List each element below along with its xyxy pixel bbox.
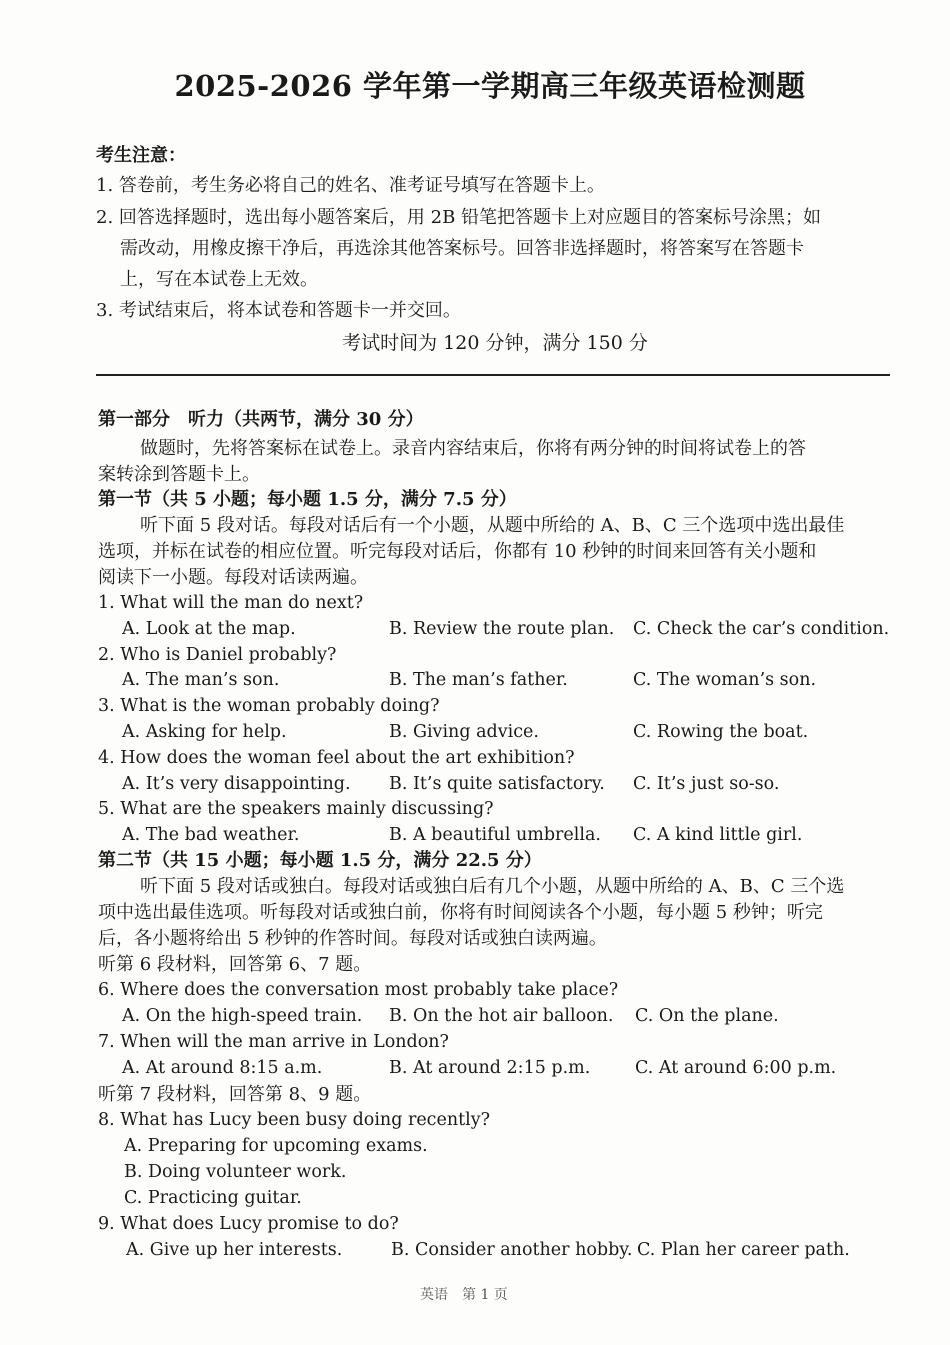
q6-option-c: C. On the plane. [635,1006,779,1026]
notice-item: 1. 答卷前，考生务必将自己的姓名、准考证号填写在答题卡上。 [96,175,605,196]
question-7: 7. When will the man arrive in London? [98,1032,449,1052]
q3-option-a: A. Asking for help. [122,722,287,742]
material-7-instruction: 听第 7 段材料，回答第 8、9 题。 [98,1084,372,1105]
q2-option-b: B. The man’s father. [389,670,568,690]
q1-option-b: B. Review the route plan. [389,619,615,639]
q5-option-b: B. A beautiful umbrella. [389,825,601,845]
question-5: 5. What are the speakers mainly discussing? [98,799,494,819]
section2-intro: 听下面 5 段对话或独白。每段对话或独白后有几个小题，从题中所给的 A、B、C 三个选 [140,876,845,897]
q6-option-b: B. On the hot air balloon. [389,1006,614,1026]
question-2: 2. Who is Daniel probably? [98,645,337,665]
notice-item: 需改动，用橡皮擦干净后，再选涂其他答案标号。回答非选择题时，将答案写在答题卡 [120,238,804,259]
divider-rule [96,374,890,376]
q7-option-a: A. At around 8:15 a.m. [122,1058,323,1078]
question-9: 9. What does Lucy promise to do? [98,1214,399,1234]
q3-option-c: C. Rowing the boat. [633,722,809,742]
q2-option-a: A. The man’s son. [122,670,280,690]
q5-option-c: C. A kind little girl. [633,825,803,845]
question-4: 4. How does the woman feel about the art exhibition? [98,748,575,768]
q9-option-b: B. Consider another hobby. [391,1240,633,1260]
section2-heading: 第二节（共 15 小题；每小题 1.5 分，满分 22.5 分） [98,850,542,871]
part1-intro: 案转涂到答题卡上。 [98,464,260,485]
page-footer: 英语 第 1 页 [420,1287,508,1303]
q2-option-c: C. The woman’s son. [633,670,817,690]
section2-intro: 后，各小题将给出 5 秒钟的作答时间。每段对话或独白读两遍。 [98,928,607,949]
q7-option-c: C. At around 6:00 p.m. [635,1058,837,1078]
q5-option-a: A. The bad weather. [122,825,300,845]
q8-option-c: C. Practicing guitar. [124,1188,302,1208]
section1-heading: 第一节（共 5 小题；每小题 1.5 分，满分 7.5 分） [98,489,517,510]
section1-intro: 选项，并标在试卷的相应位置。听完每段对话后，你都有 10 秒钟的时间来回答有关小题和 [98,541,817,562]
part1-heading: 第一部分 听力（共两节，满分 30 分） [98,409,424,430]
exam-title: 2025-2026 学年第一学期高三年级英语检测题 [174,69,806,103]
notice-heading: 考生注意： [96,145,186,166]
question-8: 8. What has Lucy been busy doing recently? [98,1110,491,1130]
material-6-instruction: 听第 6 段材料，回答第 6、7 题。 [98,954,372,975]
section1-intro: 听下面 5 段对话。每段对话后有一个小题，从题中所给的 A、B、C 三个选项中选出最佳 [140,515,845,536]
section2-intro: 项中选出最佳选项。听每段对话或独白前，你将有时间阅读各个小题，每小题 5 秒钟；听完 [98,902,823,923]
q1-option-c: C. Check the car’s condition. [633,619,890,639]
q8-option-a: A. Preparing for upcoming exams. [124,1136,428,1156]
q1-option-a: A. Look at the map. [122,619,296,639]
q8-option-b: B. Doing volunteer work. [124,1162,347,1182]
notice-item: 2. 回答选择题时，选出每小题答案后，用 2B 铅笔把答题卡上对应题目的答案标号涂黑；如 [96,207,822,228]
notice-item: 上，写在本试卷上无效。 [120,269,318,290]
q9-option-a: A. Give up her interests. [126,1240,343,1260]
q7-option-b: B. At around 2:15 p.m. [389,1058,591,1078]
part1-intro: 做题时，先将答案标在试卷上。录音内容结束后，你将有两分钟的时间将试卷上的答 [140,438,806,459]
q4-option-c: C. It’s just so-so. [633,774,780,794]
notice-item: 3. 考试结束后，将本试卷和答题卡一并交回。 [96,300,461,321]
q4-option-b: B. It’s quite satisfactory. [389,774,605,794]
question-6: 6. Where does the conversation most probably take place? [98,980,619,1000]
q4-option-a: A. It’s very disappointing. [122,774,351,794]
exam-time-info: 考试时间为 120 分钟，满分 150 分 [342,332,648,354]
q6-option-a: A. On the high-speed train. [122,1006,363,1026]
section1-intro: 阅读下一小题。每段对话读两遍。 [98,567,368,588]
q3-option-b: B. Giving advice. [389,722,539,742]
q9-option-c: C. Plan her career path. [637,1240,850,1260]
question-1: 1. What will the man do next? [98,593,364,613]
question-3: 3. What is the woman probably doing? [98,696,440,716]
